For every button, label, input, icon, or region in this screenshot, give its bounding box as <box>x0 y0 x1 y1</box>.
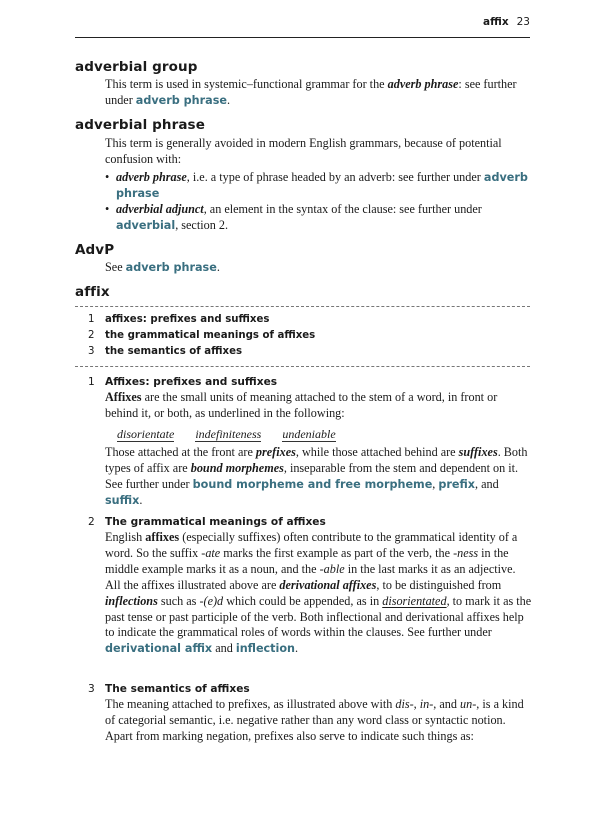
section-1-para-2 <box>105 445 533 509</box>
section-heading-1 <box>88 376 277 388</box>
text: English <box>105 530 146 544</box>
entry-body-adverbial-group <box>105 77 533 109</box>
text: Those attached at the front are <box>105 445 256 459</box>
xref-inflection[interactable]: inflection <box>235 642 296 656</box>
xref-adverb-phrase[interactable]: adverb phrase <box>125 261 217 274</box>
toc-label: affixes: prefixes and suffixes <box>105 314 270 325</box>
section-title: The grammatical meanings of affixes <box>105 516 326 528</box>
toc-number: 3 <box>88 346 95 357</box>
text: , section 2. <box>175 217 228 232</box>
toc-top-rule <box>75 306 530 307</box>
text: , and <box>475 476 499 491</box>
entry-heading-adverbial-phrase: adverbial phrase <box>75 117 205 133</box>
term-prefixes: prefixes <box>255 445 296 459</box>
text: are the small units of meaning attached to the stem of a word, in front or behind it, or both, as underlined in the following: <box>105 390 498 420</box>
section-heading-2 <box>88 516 326 528</box>
text: , <box>413 697 420 711</box>
section-heading-3 <box>88 683 250 695</box>
text: . <box>295 641 299 656</box>
term-bound-morphemes: bound morphemes <box>190 460 284 475</box>
text: such as <box>157 593 200 608</box>
text: , to mark it as the past tense or past participle of the verb. Both inflectional and derivational affixes help to indicate the grammatical roles of words within the clauses. See further under <box>105 593 532 640</box>
intro-text: This term is generally avoided in modern English grammars, because of potential confusion with: <box>105 136 502 166</box>
term-suffixes: suffixes <box>458 445 498 459</box>
term-derivational-affixes: derivational affixes <box>279 577 377 592</box>
term-affixes: affixes <box>145 530 180 544</box>
section-number: 2 <box>88 516 95 528</box>
toc-item-2[interactable] <box>88 330 315 341</box>
example-word: indefiniteness <box>195 427 262 441</box>
example-word: disorientate <box>117 427 175 441</box>
term-affixes: Affixes <box>105 390 142 404</box>
section-number: 1 <box>88 376 95 388</box>
text: , an element in the syntax of the clause: see further under <box>203 202 482 216</box>
text: (especially suffixes) often contribute to the grammatical identity of a word. So the suffix <box>105 530 518 560</box>
text: . <box>226 92 230 107</box>
bullet-item-adverb-phrase <box>105 170 533 202</box>
entry-heading-affix: affix <box>75 284 110 300</box>
section-2-para <box>105 530 533 657</box>
bullet-icon: • <box>105 202 110 216</box>
example-words <box>117 427 357 442</box>
toc-number: 2 <box>88 330 95 341</box>
text: , while those attached behind are <box>295 445 459 459</box>
text: , inseparable from the stem and dependent on it. See further under <box>105 460 519 491</box>
section-1-para-1 <box>105 390 533 422</box>
suffix-able: -able <box>319 561 345 576</box>
entry-heading-adverbial-group: adverbial group <box>75 59 198 75</box>
toc-label: the grammatical meanings of affixes <box>105 330 316 341</box>
running-head-headword: affix <box>483 16 509 28</box>
text: in the last marks it as an adjective. All the affixes illustrated above are <box>105 561 516 592</box>
xref-prefix[interactable]: prefix <box>438 477 475 491</box>
bullet-item-adverbial-adjunct <box>105 202 533 234</box>
term: adverb phrase <box>116 170 187 184</box>
text: , <box>432 476 439 491</box>
prefix-un: un- <box>460 697 477 711</box>
section-title: Affixes: prefixes and suffixes <box>105 376 278 388</box>
toc-label: the semantics of affixes <box>105 346 243 357</box>
xref-adverb-phrase[interactable]: adverb phrase <box>116 171 528 200</box>
xref-derivational-affix[interactable]: derivational affix <box>105 642 213 656</box>
term-inflections: inflections <box>105 593 158 608</box>
running-head <box>483 16 530 28</box>
text: See <box>105 260 126 274</box>
term-adverb-phrase: adverb phrase <box>387 77 459 91</box>
text: , and <box>433 697 461 711</box>
xref-adverbial[interactable]: adverbial <box>116 218 176 232</box>
suffix-ness: -ness <box>453 545 479 560</box>
page-number: 23 <box>516 16 530 28</box>
toc-number: 1 <box>88 314 95 325</box>
text: . Both types of affix are <box>105 445 528 475</box>
section-number: 3 <box>88 683 95 695</box>
toc-bottom-rule <box>75 366 530 367</box>
suffix-ate: -ate <box>201 545 221 560</box>
entry-heading-advp: AdvP <box>75 242 115 258</box>
text: and <box>212 641 236 656</box>
section-title: The semantics of affixes <box>105 683 250 695</box>
prefix-in: in- <box>419 697 434 711</box>
text: . <box>139 492 143 507</box>
section-3-para <box>105 697 533 745</box>
xref-suffix[interactable]: suffix <box>105 493 140 507</box>
prefix-dis: dis- <box>395 697 414 711</box>
example-word: undeniable <box>282 427 336 441</box>
entry-body-advp <box>105 260 533 276</box>
example-disorientated: disorientated <box>382 593 447 608</box>
text: . <box>216 260 220 274</box>
xref-bound-morpheme[interactable]: bound morpheme and free morpheme <box>192 477 433 491</box>
suffix-ed: -(e)d <box>199 593 224 608</box>
text: which could be appended, as in <box>223 593 383 608</box>
xref-adverb-phrase[interactable]: adverb phrase <box>135 93 227 107</box>
text: , is a kind of categorial semantic, i.e. negative rather than any word class or syntactic notion. Apart from marking negation, prefixes also serve to indicate such things as: <box>105 697 524 743</box>
bullet-icon: • <box>105 170 110 184</box>
text: in the middle example marks it as a noun, and the <box>105 545 509 576</box>
toc-item-1[interactable] <box>88 314 269 325</box>
text: : see further under <box>105 77 517 107</box>
text: marks the first example as part of the verb, the <box>220 545 454 560</box>
term: adverbial adjunct <box>116 202 204 216</box>
text: This term is used in systemic–functional grammar for the <box>105 77 388 91</box>
entry-body-adverbial-phrase <box>105 136 530 168</box>
toc-item-3[interactable] <box>88 346 242 357</box>
text: The meaning attached to prefixes, as illustrated above with <box>105 697 396 711</box>
header-rule <box>75 37 530 38</box>
text: , to be distinguished from <box>376 577 502 592</box>
text: , i.e. a type of phrase headed by an adverb: see further under <box>186 170 484 184</box>
